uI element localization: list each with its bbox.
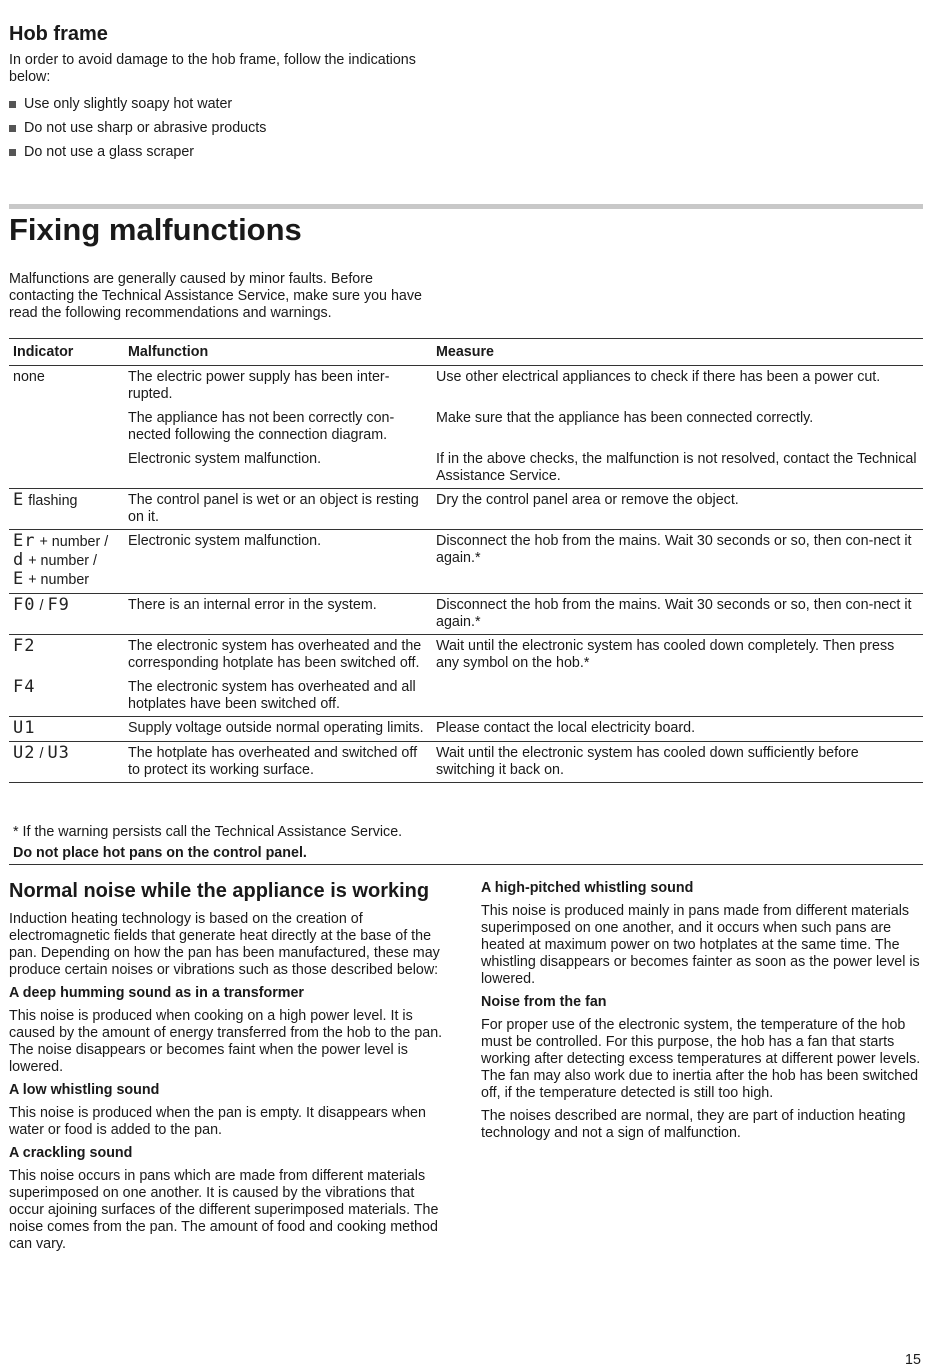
fan-heading: Noise from the fan	[481, 994, 607, 1010]
table-row	[9, 675, 923, 717]
display-code: U3	[47, 743, 70, 763]
page-title: Fixing malfunctions	[9, 212, 302, 247]
fan-text: For proper use of the electronic system, the temperature of the hob must be controlled. For this purpose, the hob has a fan that starts working after detecting excess temperatures at different power levels. The fan may also work due to inertia after the hob has been switched off, if the temperature detected is still too high.	[481, 1017, 921, 1101]
header-malfunction: Malfunction	[124, 339, 432, 366]
table-row	[9, 366, 923, 407]
humming-text: This noise is produced when cooking on a high power level. It is caused by the amount of energy transferred from the hob to the pan. The noise disappears or becomes faint when the power level is lowered.	[9, 1008, 443, 1075]
square-bullet-icon	[9, 101, 16, 108]
closing-text: The noises described are normal, they are part of induction heating technology and not a sign of malfunction.	[481, 1108, 906, 1141]
malfunction-cell: The electronic system has overheated and the corresponding hotplate has been switched off.	[128, 638, 422, 671]
low-whistle-heading: A low whistling sound	[9, 1082, 160, 1098]
malfunction-table	[9, 338, 923, 783]
display-code: U2	[13, 743, 36, 763]
crackling-text: This noise occurs in pans which are made from different materials superimposed on one another. It is caused by the vibrations that occur ajoining surfaces of the different superimposed materials. The noise comes from the pan. The amount of food and cooking method can vary.	[9, 1168, 439, 1252]
hob-frame-heading: Hob frame	[9, 23, 108, 45]
noise-column-right	[481, 880, 921, 1148]
crackling-heading: A crackling sound	[9, 1145, 133, 1161]
table-row	[9, 635, 923, 676]
display-code: Er	[13, 531, 36, 551]
display-code: d	[13, 550, 25, 570]
indicator-cell	[9, 717, 124, 742]
malfunction-cell: The appliance has not been correctly con-nected following the connection diagram.	[128, 410, 395, 443]
header-measure: Measure	[432, 339, 923, 366]
noise-column-left	[9, 878, 449, 1259]
malfunction-cell: The control panel is wet or an object is resting on it.	[124, 489, 432, 530]
measure-cell: If in the above checks, the malfunction is not resolved, contact the Technical Assistance Service.	[432, 447, 923, 489]
display-code: U1	[13, 718, 36, 738]
table-footnote: * If the warning persists call the Technical Assistance Service.	[13, 824, 403, 840]
measure-cell: Disconnect the hob from the mains. Wait 30 seconds or so, then con-nect it again.*	[432, 594, 923, 635]
measure-cell: Make sure that the appliance has been connected correctly.	[436, 410, 814, 426]
high-whistle-heading: A high-pitched whistling sound	[481, 880, 694, 896]
display-code: E	[13, 569, 25, 589]
list-item: Do not use sharp or abrasive products	[9, 120, 266, 144]
indicator-cell	[9, 675, 124, 717]
list-item: Do not use a glass scraper	[9, 144, 266, 168]
measure-cell: Wait until the electronic system has cooled down sufficiently before switching it back on.	[432, 742, 923, 783]
list-item: Use only slightly soapy hot water	[9, 96, 266, 120]
malfunction-cell: The hotplate has overheated and switched off to protect its working surface.	[124, 742, 432, 783]
indicator-cell: U2 / U3	[9, 742, 124, 783]
square-bullet-icon	[9, 149, 16, 156]
measure-cell: Please contact the local electricity board.	[432, 717, 923, 742]
table-row	[9, 594, 923, 635]
malfunction-cell: Electronic system malfunction.	[124, 530, 432, 594]
table-row	[9, 717, 923, 742]
section-divider	[9, 204, 923, 209]
noise-intro: Induction heating technology is based on the creation of electromagnetic fields that generate heat directly at the base of the pan. Depending on how the pan has been manufactured, these may produce certain noises or vibrations such as those described below:	[9, 911, 440, 978]
hob-frame-intro: In order to avoid damage to the hob frame, follow the indications below:	[9, 52, 416, 85]
display-code: E	[13, 490, 25, 510]
display-code: F9	[47, 595, 70, 615]
noise-heading: Normal noise while the appliance is working	[9, 880, 430, 902]
section-divider	[9, 864, 923, 865]
measure-cell: Wait until the electronic system has cooled down completely. Then press any symbol on the hob.*	[436, 638, 895, 671]
warning-note: Do not place hot pans on the control panel.	[13, 845, 307, 861]
malfunction-cell: Supply voltage outside normal operating limits.	[124, 717, 432, 742]
header-indicator: Indicator	[9, 339, 124, 366]
fix-intro: Malfunctions are generally caused by minor faults. Before contacting the Technical Assistance Service, make sure you have read the following recommendations and warnings.	[9, 271, 422, 321]
table-row	[9, 530, 923, 594]
malfunction-cell: The electric power supply has been inter-rupted.	[128, 369, 390, 402]
high-whistle-text: This noise is produced mainly in pans made from different materials superimposed on one another, and it occurs when such pans are heated at maximum power on two hotplates at the same time. The whistling disappears or becomes fainter as soon as the power level is lowered.	[481, 903, 920, 987]
table-row	[9, 489, 923, 530]
hob-frame-bullet-list	[9, 96, 266, 168]
measure-cell: Disconnect the hob from the mains. Wait 30 seconds or so, then con-nect it again.*	[432, 530, 923, 594]
indicator-none: none	[13, 369, 45, 385]
display-code: F2	[13, 636, 36, 656]
malfunction-cell: There is an internal error in the system.	[124, 594, 432, 635]
low-whistle-text: This noise is produced when the pan is empty. It disappears when water or food is added to the pan.	[9, 1105, 426, 1138]
indicator-cell: Er + number / d + number / E + number	[9, 530, 124, 594]
display-code: F0	[13, 595, 36, 615]
table-row	[9, 742, 923, 783]
indicator-cell	[9, 635, 124, 676]
indicator-cell: F0 / F9	[9, 594, 124, 635]
table-row	[9, 406, 923, 447]
table-row	[9, 447, 923, 489]
malfunction-cell: The electronic system has overheated and all hotplates have been switched off.	[124, 675, 432, 717]
measure-cell: Use other electrical appliances to check if there has been a power cut.	[436, 369, 881, 385]
indicator-cell: E flashing	[9, 489, 124, 530]
humming-heading: A deep humming sound as in a transformer	[9, 985, 304, 1001]
table-header-row	[9, 339, 923, 366]
page-number: 15	[905, 1352, 921, 1368]
malfunction-cell: Electronic system malfunction.	[124, 447, 432, 489]
display-code: F4	[13, 677, 36, 697]
square-bullet-icon	[9, 125, 16, 132]
measure-cell: Dry the control panel area or remove the object.	[432, 489, 923, 530]
